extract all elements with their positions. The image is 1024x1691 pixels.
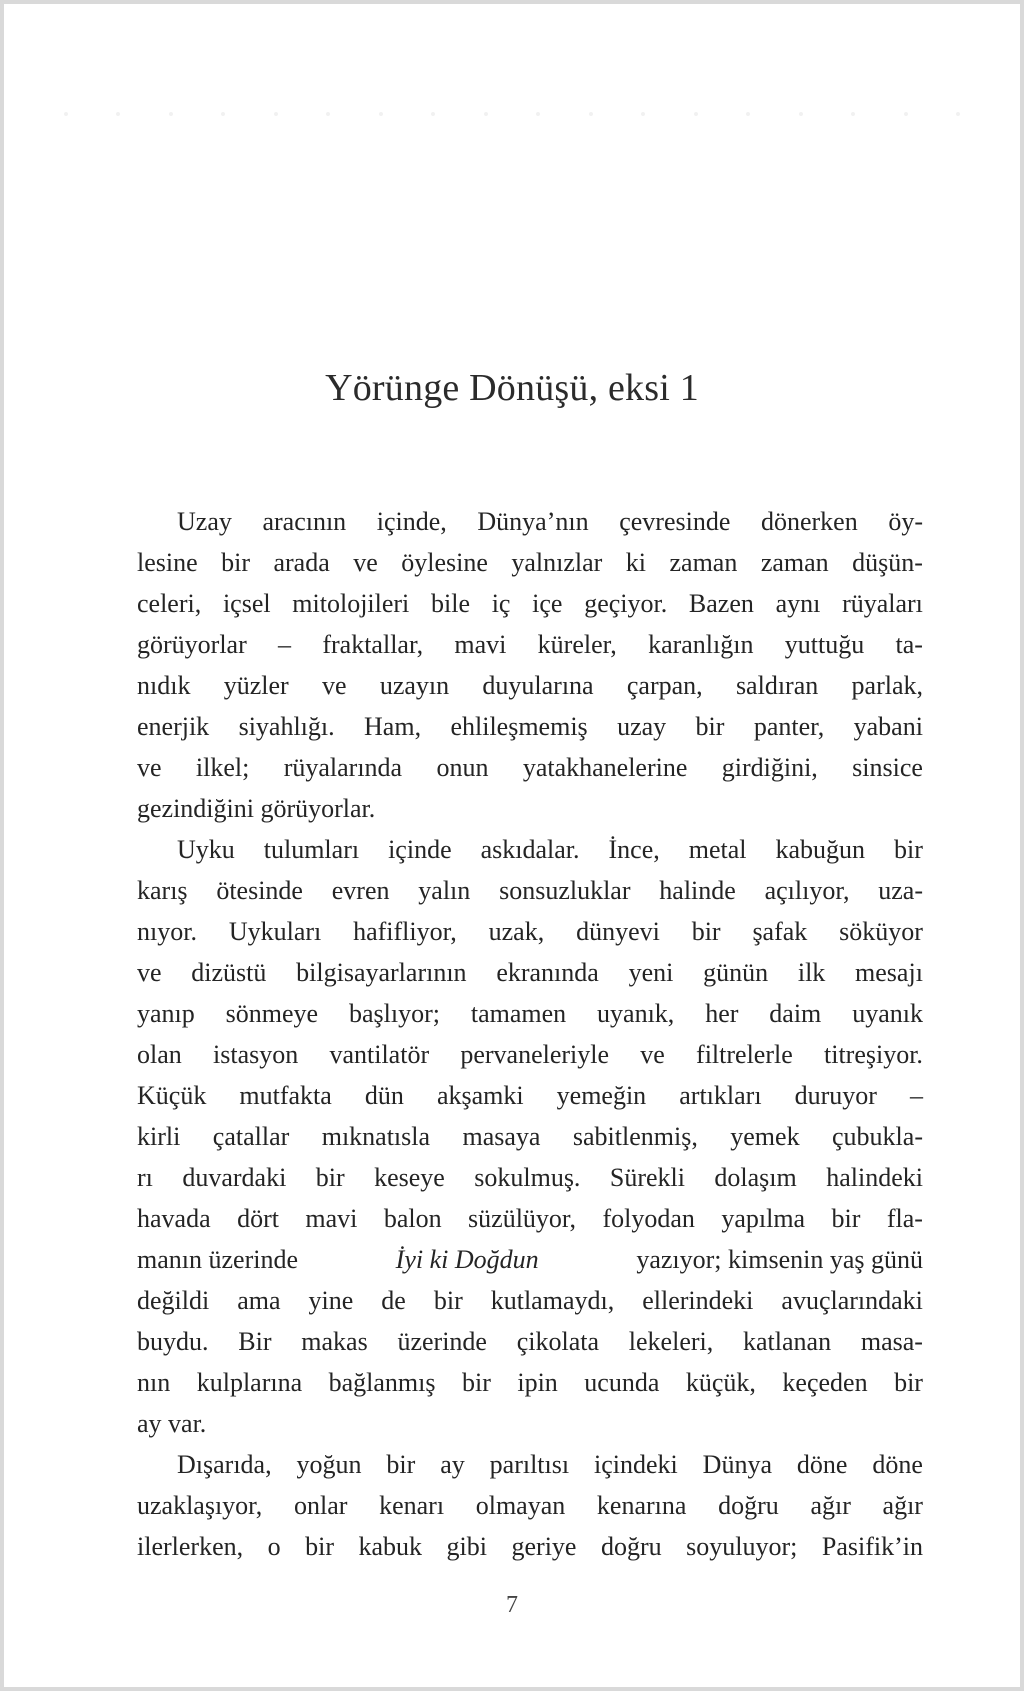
word: bir — [305, 1532, 334, 1561]
word: tamamen — [470, 999, 567, 1028]
word: sönmeye — [225, 999, 319, 1028]
word: uzaklaşıyor, — [137, 1491, 263, 1520]
word: Bazen — [688, 589, 754, 618]
word: Dışarıda, — [177, 1450, 272, 1479]
text-line — [137, 1198, 923, 1239]
word: makas — [301, 1327, 368, 1356]
word: duyularına — [482, 671, 594, 700]
word: olan — [137, 1040, 182, 1069]
text-line — [137, 1526, 923, 1567]
word: nıdık — [137, 671, 191, 700]
word: aracının — [262, 507, 347, 536]
word: Uykuları — [228, 917, 322, 946]
word: öylesine — [401, 548, 488, 577]
word: mıknatısla — [321, 1122, 431, 1151]
word: askıdalar. — [480, 835, 580, 864]
word: ve — [321, 671, 347, 700]
word: geriye — [511, 1532, 577, 1561]
word: yemeğin — [556, 1081, 647, 1110]
word: uzak, — [488, 917, 545, 946]
text-line — [137, 952, 923, 993]
text-line — [137, 665, 923, 706]
word: lesine — [137, 548, 198, 577]
word: rüyalarında — [283, 753, 403, 782]
word: bir — [221, 548, 251, 577]
word: Küçük — [137, 1081, 207, 1110]
word: iç — [491, 589, 511, 618]
word: bir — [894, 835, 923, 864]
word: kutlamaydı, — [490, 1286, 615, 1315]
word: ve — [137, 753, 162, 782]
paragraph-1 — [137, 501, 923, 829]
paragraph-2 — [137, 829, 923, 1444]
word: ilerlerken, — [137, 1532, 244, 1561]
word: tulumları — [263, 835, 360, 864]
word: Dünya’nın — [477, 507, 589, 536]
word: Pasifik’in — [821, 1532, 923, 1561]
chapter-title: Yörünge Dönüşü, eksi 1 — [325, 367, 699, 409]
word: söküyor — [839, 917, 923, 946]
word: içindeki — [594, 1450, 678, 1479]
word: titreşiyor. — [824, 1040, 923, 1069]
word: dizüstü — [191, 958, 267, 987]
word: arada — [273, 548, 330, 577]
word: ve — [640, 1040, 665, 1069]
word: evren — [331, 876, 390, 905]
text-line — [137, 542, 923, 583]
text-line — [137, 1444, 923, 1485]
text-line — [137, 624, 923, 665]
word: metal — [688, 835, 747, 864]
word: buydu. — [137, 1327, 209, 1356]
word: ötesinde — [216, 876, 303, 905]
word: her — [705, 999, 739, 1028]
word: yalnızlar — [511, 548, 603, 577]
word: içe — [532, 589, 563, 618]
word: Uyku — [177, 835, 235, 864]
word: Ham, — [364, 712, 422, 741]
word: ehlileşmemiş — [450, 712, 588, 741]
word: daim — [769, 999, 822, 1028]
word: görüyorlar — [137, 630, 247, 659]
word: doğru — [600, 1532, 662, 1561]
book-page — [4, 4, 1020, 1687]
word: sabitlenmiş, — [572, 1122, 698, 1151]
word: ay — [440, 1450, 465, 1479]
word: küreler, — [537, 630, 617, 659]
word: kulplarına — [196, 1368, 303, 1397]
word: halindeki — [826, 1163, 923, 1192]
word: ekranında — [496, 958, 599, 987]
word: sokulmuş. — [474, 1163, 581, 1192]
body-text — [137, 501, 923, 1567]
italic-phrase: İyi ki Doğdun — [395, 1245, 539, 1274]
word: mitolojileri — [292, 589, 410, 618]
word: bir — [691, 917, 721, 946]
word: Sürekli — [609, 1163, 685, 1192]
word: fraktallar, — [322, 630, 424, 659]
text-line — [137, 706, 923, 747]
word: sonsuzluklar — [499, 876, 631, 905]
text-line — [137, 993, 923, 1034]
word: uzay — [617, 712, 667, 741]
word: avuçlarındaki — [781, 1286, 923, 1315]
word: çikolata — [516, 1327, 600, 1356]
word: o — [267, 1532, 281, 1561]
word: yeni — [628, 958, 674, 987]
word: ki — [625, 548, 647, 577]
word: Uzay — [177, 507, 232, 536]
word: yanıp — [137, 999, 195, 1028]
word: Bir — [238, 1327, 272, 1356]
text-line — [137, 747, 923, 788]
word: ilkel; — [195, 753, 250, 782]
word: Dünya — [702, 1450, 772, 1479]
word: İnce, — [608, 835, 660, 864]
text-line-with-italic: manın üzerinde İyi ki Doğdun yazıyor; kimsenin yaş günü — [137, 1239, 923, 1280]
text-line — [137, 1075, 923, 1116]
word: girdiğini, — [721, 753, 818, 782]
page-number: 7 — [506, 1592, 518, 1618]
word: bir — [386, 1450, 416, 1479]
word: geçiyor. — [584, 589, 668, 618]
word: – — [278, 630, 292, 659]
text-line — [137, 911, 923, 952]
word: soyuluyor; — [686, 1532, 798, 1561]
word: başlıyor; — [348, 999, 440, 1028]
word: celeri, — [137, 589, 202, 618]
faint-dot-row — [64, 112, 960, 116]
word: yoğun — [296, 1450, 362, 1479]
word: duvardaki — [182, 1163, 287, 1192]
word: parıltısı — [489, 1450, 570, 1479]
word: saldıran — [735, 671, 819, 700]
text-line — [137, 870, 923, 911]
word: yabani — [853, 712, 923, 741]
word: çarpan, — [626, 671, 703, 700]
text-line — [137, 829, 923, 870]
word: akşamki — [436, 1081, 524, 1110]
word: üzerinde — [397, 1327, 487, 1356]
word: kenarı — [379, 1491, 445, 1520]
word: zaman — [760, 548, 829, 577]
word: katlanan — [743, 1327, 832, 1356]
word: halinde — [659, 876, 736, 905]
word: süzülüyor, — [468, 1204, 577, 1233]
word: mesajı — [855, 958, 923, 987]
word: içsel — [222, 589, 271, 618]
word: kenarına — [596, 1491, 687, 1520]
word: ağır — [810, 1491, 851, 1520]
word: bir — [894, 1368, 923, 1397]
word: bağlanmış — [328, 1368, 436, 1397]
word: ve — [137, 958, 162, 987]
word: vantilatör — [329, 1040, 430, 1069]
text-line — [137, 1157, 923, 1198]
text-line — [137, 1485, 923, 1526]
word: de — [381, 1286, 406, 1315]
word: olmayan — [475, 1491, 566, 1520]
word: içinde, — [376, 507, 447, 536]
word: rüyaları — [842, 589, 923, 618]
word: açılıyor, — [764, 876, 850, 905]
word: mavi — [305, 1204, 358, 1233]
word: düşün- — [852, 548, 923, 577]
word: onun — [436, 753, 489, 782]
word: kabuk — [358, 1532, 423, 1561]
word: öy- — [888, 507, 923, 536]
word: içinde — [388, 835, 452, 864]
word: yüzler — [223, 671, 289, 700]
word: nıyor. — [137, 917, 197, 946]
word: lekeleri, — [628, 1327, 714, 1356]
word: uza- — [878, 876, 923, 905]
word: mutfakta — [239, 1081, 332, 1110]
word: mavi — [454, 630, 507, 659]
word: nın — [137, 1368, 171, 1397]
word: panter, — [753, 712, 825, 741]
text-line — [137, 1321, 923, 1362]
word: pervaneleriyle — [460, 1040, 610, 1069]
word: filtrelerle — [696, 1040, 793, 1069]
word: uzayın — [379, 671, 450, 700]
word: ilk — [797, 958, 826, 987]
word: dün — [364, 1081, 404, 1110]
paragraph-3 — [137, 1444, 923, 1567]
word: zaman — [669, 548, 738, 577]
word: keseye — [374, 1163, 445, 1192]
word: dört — [237, 1204, 279, 1233]
word: dünyevi — [576, 917, 660, 946]
text-line — [137, 1034, 923, 1075]
word: yemek — [730, 1122, 800, 1151]
word: keçeden — [782, 1368, 868, 1397]
word: sinsice — [852, 753, 923, 782]
word: bir — [461, 1368, 491, 1397]
text-line — [137, 583, 923, 624]
word: ama — [237, 1286, 281, 1315]
word: ve — [353, 548, 378, 577]
word: bir — [695, 712, 725, 741]
word: yalın — [418, 876, 471, 905]
word: – — [910, 1081, 923, 1110]
word: bir — [831, 1204, 861, 1233]
word: uyanık — [852, 999, 923, 1028]
text-line — [137, 1116, 923, 1157]
word: yuttuğu — [784, 630, 865, 659]
word: karış — [137, 876, 188, 905]
word: ağır — [882, 1491, 923, 1520]
word: balon — [383, 1204, 442, 1233]
word: karanlığın — [648, 630, 754, 659]
word: bir — [315, 1163, 345, 1192]
text-line: ay var. — [137, 1409, 207, 1438]
word: kabuğun — [775, 835, 866, 864]
word: dönerken — [760, 507, 858, 536]
word: onlar — [293, 1491, 348, 1520]
word: istasyon — [213, 1040, 299, 1069]
word: fla- — [886, 1204, 923, 1233]
word: ipin — [517, 1368, 558, 1397]
word: döne — [796, 1450, 848, 1479]
text-line — [137, 1280, 923, 1321]
word: duruyor — [794, 1081, 877, 1110]
word: yine — [308, 1286, 354, 1315]
word: bilgisayarlarının — [296, 958, 467, 987]
word: kirli — [137, 1122, 181, 1151]
word: siyahlığı. — [238, 712, 335, 741]
word: bile — [431, 589, 470, 618]
text-line — [137, 501, 923, 542]
word: ta- — [895, 630, 923, 659]
word: masa- — [860, 1327, 923, 1356]
word: masaya — [462, 1122, 541, 1151]
word: uyanık, — [597, 999, 675, 1028]
word: hafifliyor, — [353, 917, 457, 946]
text-line: gezindiğini görüyorlar. — [137, 794, 376, 823]
word: dolaşım — [714, 1163, 797, 1192]
word: döne — [872, 1450, 923, 1479]
word: havada — [137, 1204, 211, 1233]
word: enerjik — [137, 712, 210, 741]
word: doğru — [718, 1491, 779, 1520]
text-line — [137, 1362, 923, 1403]
word: bir — [433, 1286, 463, 1315]
word: ellerindeki — [642, 1286, 754, 1315]
word: artıkları — [679, 1081, 762, 1110]
word: çatallar — [212, 1122, 290, 1151]
word: rı — [137, 1163, 153, 1192]
word: küçük, — [685, 1368, 756, 1397]
word: parlak, — [851, 671, 923, 700]
word: günün — [703, 958, 769, 987]
word: değildi — [137, 1286, 210, 1315]
word: yapılma — [721, 1204, 806, 1233]
word: çevresinde — [619, 507, 731, 536]
word: aynı — [775, 589, 821, 618]
word: ucunda — [584, 1368, 660, 1397]
word: yatakhanelerine — [522, 753, 688, 782]
word: folyodan — [602, 1204, 695, 1233]
word: gibi — [446, 1532, 487, 1561]
word: şafak — [752, 917, 808, 946]
word: çubukla- — [832, 1122, 923, 1151]
